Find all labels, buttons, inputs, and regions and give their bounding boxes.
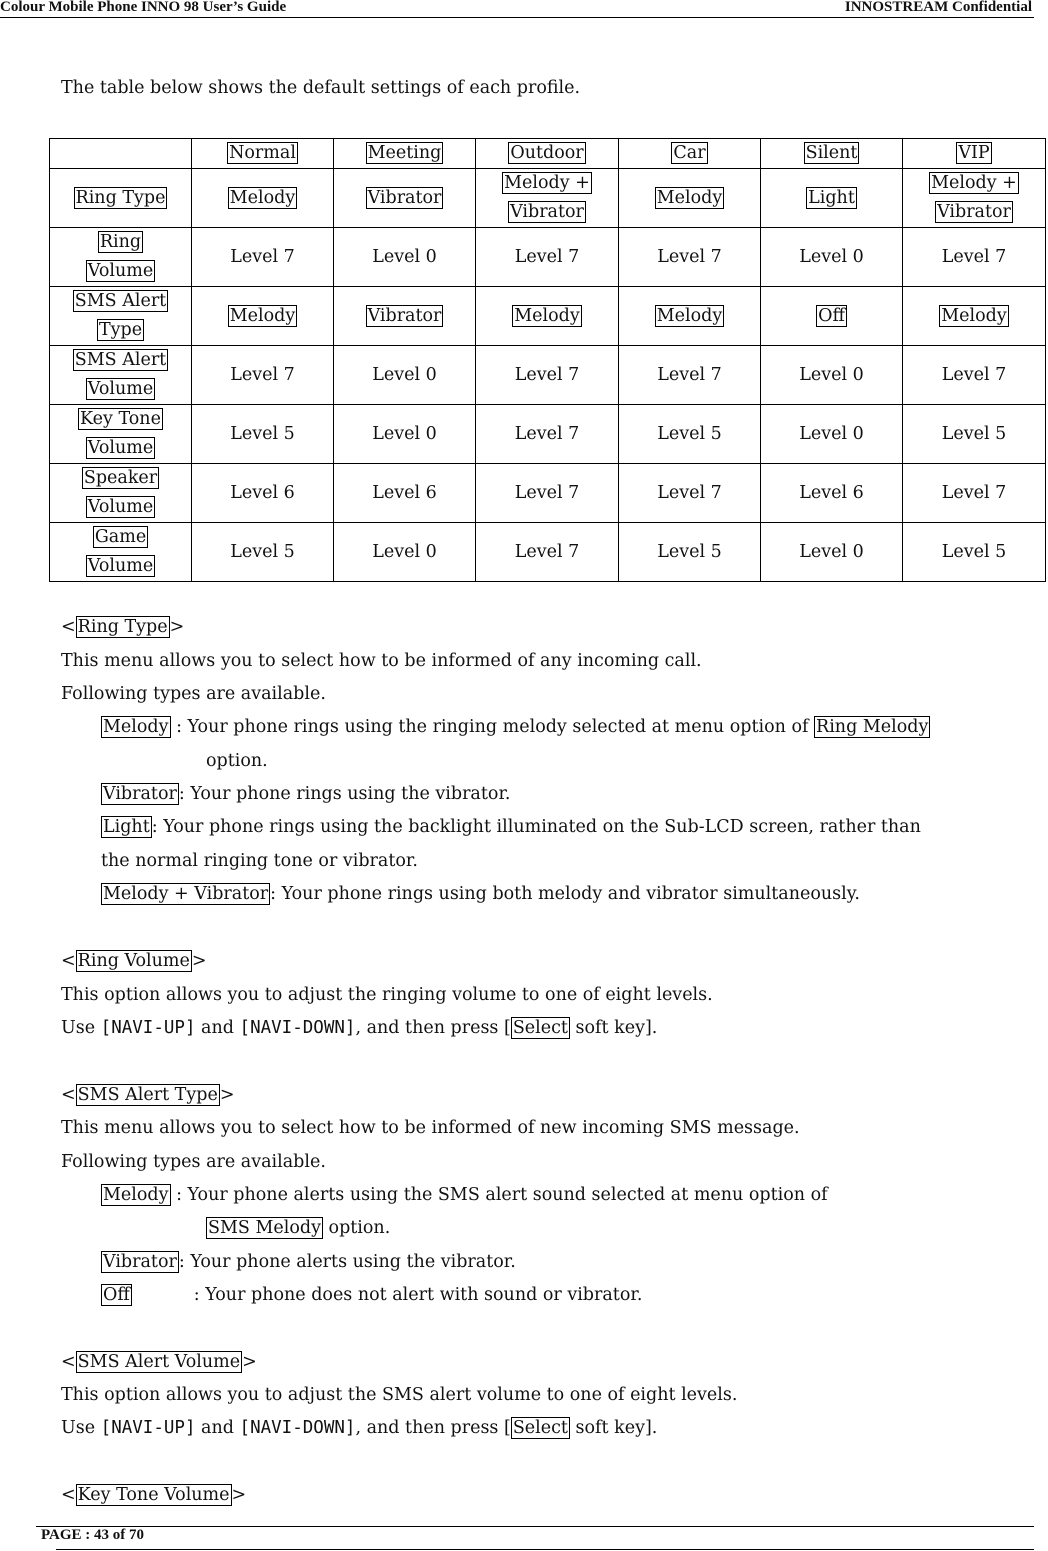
cell-text: Level 7: [230, 364, 295, 385]
cell-text: SMS Alert: [74, 350, 167, 370]
cell-text: Melody: [229, 305, 296, 326]
cell-text: Volume: [87, 438, 154, 458]
table-cell: [334, 405, 476, 464]
table-cell: [761, 405, 903, 464]
cell-text: Melody: [656, 305, 723, 326]
doc-title: Colour Mobile Phone INNO 98 User’s Guide: [0, 0, 287, 15]
table-cell: [619, 228, 761, 287]
table-row: [50, 405, 1046, 464]
sms-volume-heading: < SMS Alert Volume >: [61, 1352, 257, 1372]
footer-rule: [56, 1549, 1034, 1550]
table-cell: [619, 169, 761, 228]
table-cell: [334, 228, 476, 287]
table-cell: [761, 169, 903, 228]
table-cell: [192, 346, 334, 405]
table-cell: [903, 346, 1046, 405]
cell-text: Vibrator: [937, 202, 1011, 222]
page-number: PAGE : 43 of 70: [41, 1527, 145, 1543]
table-header-row: [50, 139, 1046, 169]
table-row: [50, 287, 1046, 346]
cell-text: Level 7: [941, 364, 1007, 385]
sms-volume-line2: Use [NAVI-UP] and [NAVI-DOWN], and then press [ Select soft key].: [61, 1418, 658, 1438]
cell-text: Level 7: [514, 541, 580, 562]
cell-text: Level 5: [941, 541, 1007, 562]
table-row: [50, 228, 1046, 287]
table-cell: [476, 228, 619, 287]
table-cell: [619, 523, 761, 582]
cell-text: Level 5: [657, 541, 722, 562]
ring-volume-line1: This option allows you to adjust the ringing volume to one of eight levels.: [61, 985, 713, 1005]
table-cell: [476, 405, 619, 464]
column-header-label: VIP: [958, 143, 990, 163]
cell-text: Ring Type: [75, 187, 166, 208]
sms-type-line2: Following types are available.: [61, 1152, 326, 1172]
profile-settings-table: [49, 138, 1046, 582]
table-cell: [619, 464, 761, 523]
ring-melody-item: Melody : Your phone rings using the ringing melody selected at menu option of Ring Melody: [103, 717, 929, 737]
cell-text: Level 5: [230, 541, 295, 562]
column-header: [192, 139, 334, 169]
column-header-label: Silent: [805, 143, 858, 163]
table-cell: [903, 464, 1046, 523]
confidential-label: INNOSTREAM Confidential: [844, 0, 1032, 15]
table-cell: [192, 287, 334, 346]
sms-melody-tail: SMS Melody option.: [208, 1218, 391, 1238]
cell-text: Level 0: [372, 364, 437, 385]
ring-type-line1: This menu allows you to select how to be informed of any incoming call.: [61, 651, 702, 671]
table-cell: [903, 287, 1046, 346]
cell-text: Melody +: [931, 173, 1017, 193]
ring-volume-line2: Use [NAVI-UP] and [NAVI-DOWN], and then press [ Select soft key].: [61, 1018, 658, 1038]
column-header-label: Car: [673, 143, 706, 163]
cell-text: Level 7: [514, 423, 580, 444]
table-row: [50, 346, 1046, 405]
table-cell: [761, 464, 903, 523]
ring-melody-vibrator-item: Melody + Vibrator : Your phone rings using both melody and vibrator simultaneously.: [103, 884, 860, 904]
column-header: [903, 139, 1046, 169]
sms-type-line1: This menu allows you to select how to be informed of new incoming SMS message.: [61, 1118, 800, 1138]
column-header: [619, 139, 761, 169]
table-cell: [903, 169, 1046, 228]
cell-text: Level 0: [372, 246, 437, 267]
row-label: [50, 287, 192, 346]
column-header: [334, 139, 476, 169]
ring-vibrator-item: Vibrator : Your phone rings using the vibrator.: [103, 784, 511, 804]
sms-off-item: Off : Your phone does not alert with sound or vibrator.: [103, 1285, 643, 1305]
intro-text: The table below shows the default settings of each profile.: [61, 78, 581, 98]
ring-volume-heading: < Ring Volume >: [61, 951, 207, 971]
table-cell: [903, 228, 1046, 287]
ring-light-tail: the normal ringing tone or vibrator.: [101, 851, 418, 871]
row-label: [50, 169, 192, 228]
cell-text: Level 0: [799, 246, 864, 267]
table-cell: [761, 228, 903, 287]
table-cell: [192, 464, 334, 523]
table-cell: [476, 287, 619, 346]
table-row: [50, 169, 1046, 228]
table-cell: [903, 405, 1046, 464]
ring-melody-tail: option.: [206, 751, 268, 771]
cell-text: Level 0: [799, 541, 864, 562]
cell-text: Level 6: [230, 482, 295, 503]
cell-text: Game: [94, 527, 147, 547]
cell-text: Level 7: [514, 364, 580, 385]
table-cell: [334, 287, 476, 346]
ring-type-heading: < Ring Type >: [61, 617, 185, 637]
cell-text: Level 7: [230, 246, 295, 267]
table-row: [50, 464, 1046, 523]
table-cell: [476, 523, 619, 582]
table-cell: [476, 346, 619, 405]
table-cell: [761, 523, 903, 582]
table-cell: [761, 346, 903, 405]
row-label: [50, 464, 192, 523]
table-cell: [192, 228, 334, 287]
cell-text: Melody: [514, 305, 580, 326]
cell-text: Melody +: [504, 173, 590, 193]
sms-volume-line1: This option allows you to adjust the SMS alert volume to one of eight levels.: [61, 1385, 738, 1405]
row-label: [50, 346, 192, 405]
table-cell: [334, 169, 476, 228]
cell-text: Level 0: [372, 423, 437, 444]
cell-text: Level 0: [372, 541, 437, 562]
ring-light-item: Light : Your phone rings using the backlight illuminated on the Sub-LCD screen, rather than: [103, 817, 921, 837]
cell-text: Ring: [99, 232, 142, 252]
cell-text: Level 7: [657, 246, 722, 267]
row-label: [50, 228, 192, 287]
cell-text: Volume: [87, 497, 154, 517]
column-header: [761, 139, 903, 169]
cell-text: Melody: [229, 187, 296, 208]
table-cell: [903, 523, 1046, 582]
table-row: [50, 523, 1046, 582]
column-header-label: Normal: [229, 143, 296, 163]
table-cell: [476, 169, 619, 228]
ring-type-line2: Following types are available.: [61, 684, 326, 704]
table-cell: [761, 287, 903, 346]
page-footer: [36, 1526, 1034, 1543]
table-cell: [619, 405, 761, 464]
column-header: [50, 139, 192, 169]
cell-text: Level 7: [514, 246, 580, 267]
cell-text: Vibrator: [367, 187, 442, 208]
cell-text: Level 5: [941, 423, 1007, 444]
cell-text: Vibrator: [510, 202, 584, 222]
cell-text: Key Tone: [80, 409, 161, 429]
sms-vibrator-item: Vibrator : Your phone alerts using the vibrator.: [103, 1252, 516, 1272]
cell-text: Melody: [941, 305, 1007, 326]
cell-text: Volume: [87, 379, 154, 399]
cell-text: Level 7: [657, 364, 722, 385]
table-cell: [476, 464, 619, 523]
cell-text: SMS Alert: [74, 291, 167, 311]
sms-melody-item: Melody : Your phone alerts using the SMS alert sound selected at menu option of: [103, 1185, 828, 1205]
cell-text: Off: [818, 305, 845, 326]
cell-text: Level 5: [230, 423, 295, 444]
column-header-label: Outdoor: [510, 143, 584, 163]
cell-text: Level 0: [799, 423, 864, 444]
cell-text: Light: [808, 187, 855, 208]
cell-text: Speaker: [83, 468, 158, 488]
cell-text: Melody: [656, 187, 723, 208]
table-cell: [192, 523, 334, 582]
column-header-label: Meeting: [367, 143, 442, 163]
table-cell: [192, 169, 334, 228]
cell-text: Volume: [87, 556, 154, 576]
cell-text: Level 6: [372, 482, 437, 503]
column-header: [476, 139, 619, 169]
cell-text: Level 7: [941, 482, 1007, 503]
cell-text: Level 7: [657, 482, 722, 503]
key-tone-heading: < Key Tone Volume >: [61, 1485, 247, 1505]
cell-text: Level 7: [941, 246, 1007, 267]
cell-text: Level 7: [514, 482, 580, 503]
cell-text: Level 6: [799, 482, 864, 503]
table-cell: [334, 464, 476, 523]
page-header: [0, 0, 1034, 18]
cell-text: Level 0: [799, 364, 864, 385]
sms-type-heading: < SMS Alert Type >: [61, 1085, 235, 1105]
table-cell: [192, 405, 334, 464]
table-cell: [334, 523, 476, 582]
row-label: [50, 405, 192, 464]
row-label: [50, 523, 192, 582]
cell-text: Vibrator: [367, 305, 442, 326]
cell-text: Type: [98, 320, 143, 340]
table-cell: [619, 346, 761, 405]
table-cell: [619, 287, 761, 346]
table-cell: [334, 346, 476, 405]
cell-text: Level 5: [657, 423, 722, 444]
cell-text: Volume: [87, 261, 154, 281]
